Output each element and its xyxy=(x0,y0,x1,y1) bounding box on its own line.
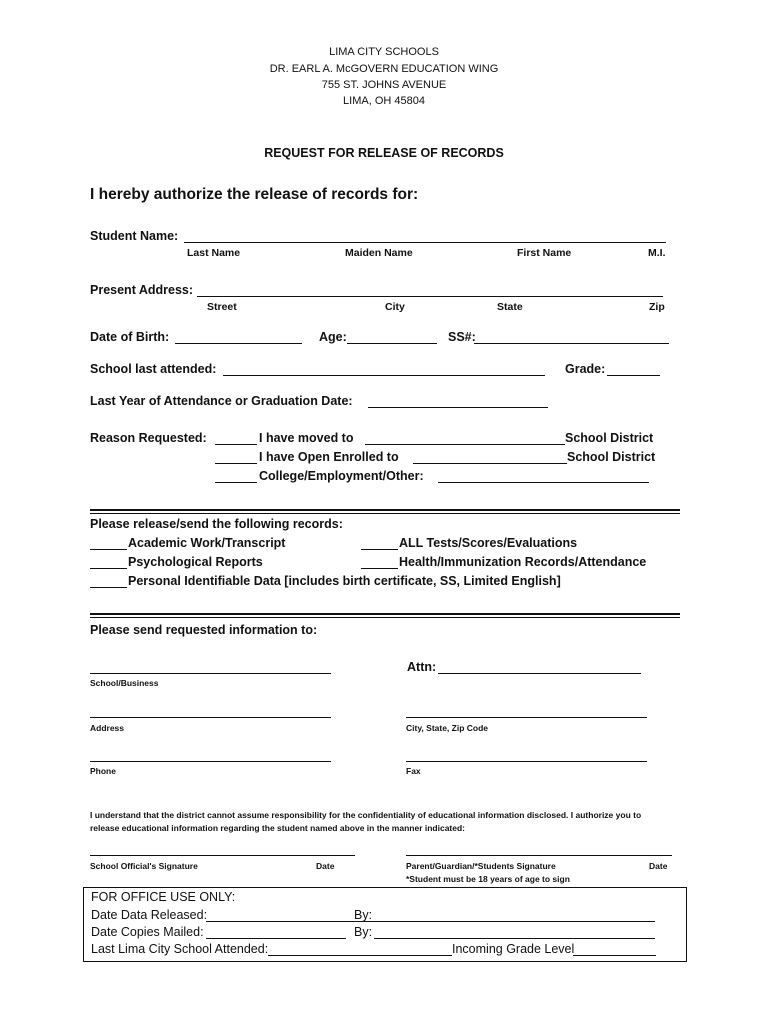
tests-checkline[interactable] xyxy=(361,549,398,550)
reason-other-checkline[interactable] xyxy=(215,482,257,483)
state-caption: State xyxy=(497,301,523,313)
date-mailed-field[interactable] xyxy=(206,938,346,939)
personal-checkline[interactable] xyxy=(90,587,127,588)
first-name-caption: First Name xyxy=(517,247,572,259)
other-field[interactable] xyxy=(438,482,649,483)
student-name-label: Student Name: xyxy=(90,229,179,243)
academic-label: Academic Work/Transcript xyxy=(128,536,286,550)
disclaimer-line-1: I understand that the district cannot assume responsibility for the confidentiality of educational information disclosed. I authorize you to xyxy=(90,810,642,820)
zip-caption: Zip xyxy=(649,301,665,313)
fax-caption: Fax xyxy=(406,766,421,776)
incoming-grade-label: Incoming Grade Level xyxy=(452,942,575,956)
dob-field[interactable] xyxy=(175,343,302,344)
phone-caption: Phone xyxy=(90,766,116,776)
reason-label: Reason Requested: xyxy=(90,431,207,445)
office-use-title: FOR OFFICE USE ONLY: xyxy=(91,890,236,904)
section-divider-1 xyxy=(90,509,680,514)
address-caption: Address xyxy=(90,723,125,733)
address-field[interactable] xyxy=(90,717,331,718)
city-state-zip-caption: City, State, Zip Code xyxy=(406,723,489,733)
city-caption: City xyxy=(385,301,405,313)
personal-label: Personal Identifiable Data [includes birth certificate, SS, Limited English] xyxy=(128,574,561,588)
reason-open-enrolled-checkline[interactable] xyxy=(215,463,257,464)
released-by-field[interactable] xyxy=(374,921,655,922)
city-state-zip: LIMA, OH 45804 xyxy=(343,95,425,107)
attn-label: Attn: xyxy=(407,660,437,674)
last-year-label: Last Year of Attendance or Graduation Date: xyxy=(90,394,353,408)
mailed-by-field[interactable] xyxy=(374,938,655,939)
health-label: Health/Immunization Records/Attendance xyxy=(399,555,647,569)
reason-other-text: College/Employment/Other: xyxy=(259,469,424,483)
records-heading: Please release/send the following records: xyxy=(90,517,343,531)
street-address: 755 ST. JOHNS AVENUE xyxy=(321,79,447,91)
last-lima-school-label: Last Lima City School Attended: xyxy=(91,942,269,956)
district-name: LIMA CITY SCHOOLS xyxy=(329,46,439,58)
wing-name: DR. EARL A. McGOVERN EDUCATION WING xyxy=(269,63,499,75)
mi-caption: M.I. xyxy=(648,247,666,259)
psych-checkline[interactable] xyxy=(90,568,127,569)
moved-to-district-field[interactable] xyxy=(365,444,565,445)
tests-label: ALL Tests/Scores/Evaluations xyxy=(399,536,578,550)
dob-label: Date of Birth: xyxy=(90,330,170,344)
student-name-field[interactable] xyxy=(184,242,666,243)
incoming-grade-field[interactable] xyxy=(573,955,656,956)
office-use-box xyxy=(83,887,687,962)
moved-school-district-text: School District xyxy=(565,431,654,445)
present-address-field[interactable] xyxy=(197,296,663,297)
school-business-caption: School/Business xyxy=(90,678,159,688)
authorize-heading: I hereby authorize the release of records for: xyxy=(90,186,419,203)
psych-label: Psychological Reports xyxy=(128,555,263,569)
send-heading: Please send requested information to: xyxy=(90,623,318,637)
parent-date-caption: Date xyxy=(649,861,668,871)
age-label: Age: xyxy=(319,330,347,344)
reason-open-enrolled-text: I have Open Enrolled to xyxy=(259,450,399,464)
official-date-caption: Date xyxy=(316,861,335,871)
city-state-zip-field[interactable] xyxy=(406,717,647,718)
parent-signature-field[interactable] xyxy=(406,855,672,856)
parent-signature-caption: Parent/Guardian/*Students Signature xyxy=(406,861,556,871)
official-signature-field[interactable] xyxy=(90,855,355,856)
ss-label: SS#: xyxy=(448,330,476,344)
open-enrolled-district-field[interactable] xyxy=(413,463,567,464)
phone-field[interactable] xyxy=(90,761,331,762)
date-mailed-label: Date Copies Mailed: xyxy=(91,925,204,939)
attn-field[interactable] xyxy=(438,673,641,674)
official-signature-caption: School Official's Signature xyxy=(90,861,198,871)
health-checkline[interactable] xyxy=(361,568,398,569)
last-year-field[interactable] xyxy=(368,407,548,408)
street-caption: Street xyxy=(207,301,237,313)
disclaimer-line-2: release educational information regarding the student named above in the manner indicated: xyxy=(90,823,466,833)
school-business-field[interactable] xyxy=(90,673,331,674)
released-by-label: By: xyxy=(354,908,373,922)
grade-field[interactable] xyxy=(607,375,660,376)
maiden-name-caption: Maiden Name xyxy=(345,247,413,259)
academic-checkline[interactable] xyxy=(90,549,127,550)
ss-field[interactable] xyxy=(474,343,669,344)
last-lima-school-field[interactable] xyxy=(268,955,452,956)
school-last-attended-label: School last attended: xyxy=(90,362,217,376)
form-title: REQUEST FOR RELEASE OF RECORDS xyxy=(264,146,504,160)
age-requirement-note: *Student must be 18 years of age to sign xyxy=(406,874,570,884)
fax-field[interactable] xyxy=(406,761,647,762)
age-field[interactable] xyxy=(347,343,437,344)
date-released-label: Date Data Released: xyxy=(91,908,208,922)
reason-moved-text: I have moved to xyxy=(259,431,354,445)
mailed-by-label: By: xyxy=(354,925,373,939)
present-address-label: Present Address: xyxy=(90,283,194,297)
open-enrolled-school-district-text: School District xyxy=(567,450,656,464)
section-divider-2 xyxy=(90,613,680,618)
school-last-attended-field[interactable] xyxy=(223,375,545,376)
reason-moved-checkline[interactable] xyxy=(215,444,257,445)
grade-label: Grade: xyxy=(565,362,606,376)
last-name-caption: Last Name xyxy=(187,247,241,259)
